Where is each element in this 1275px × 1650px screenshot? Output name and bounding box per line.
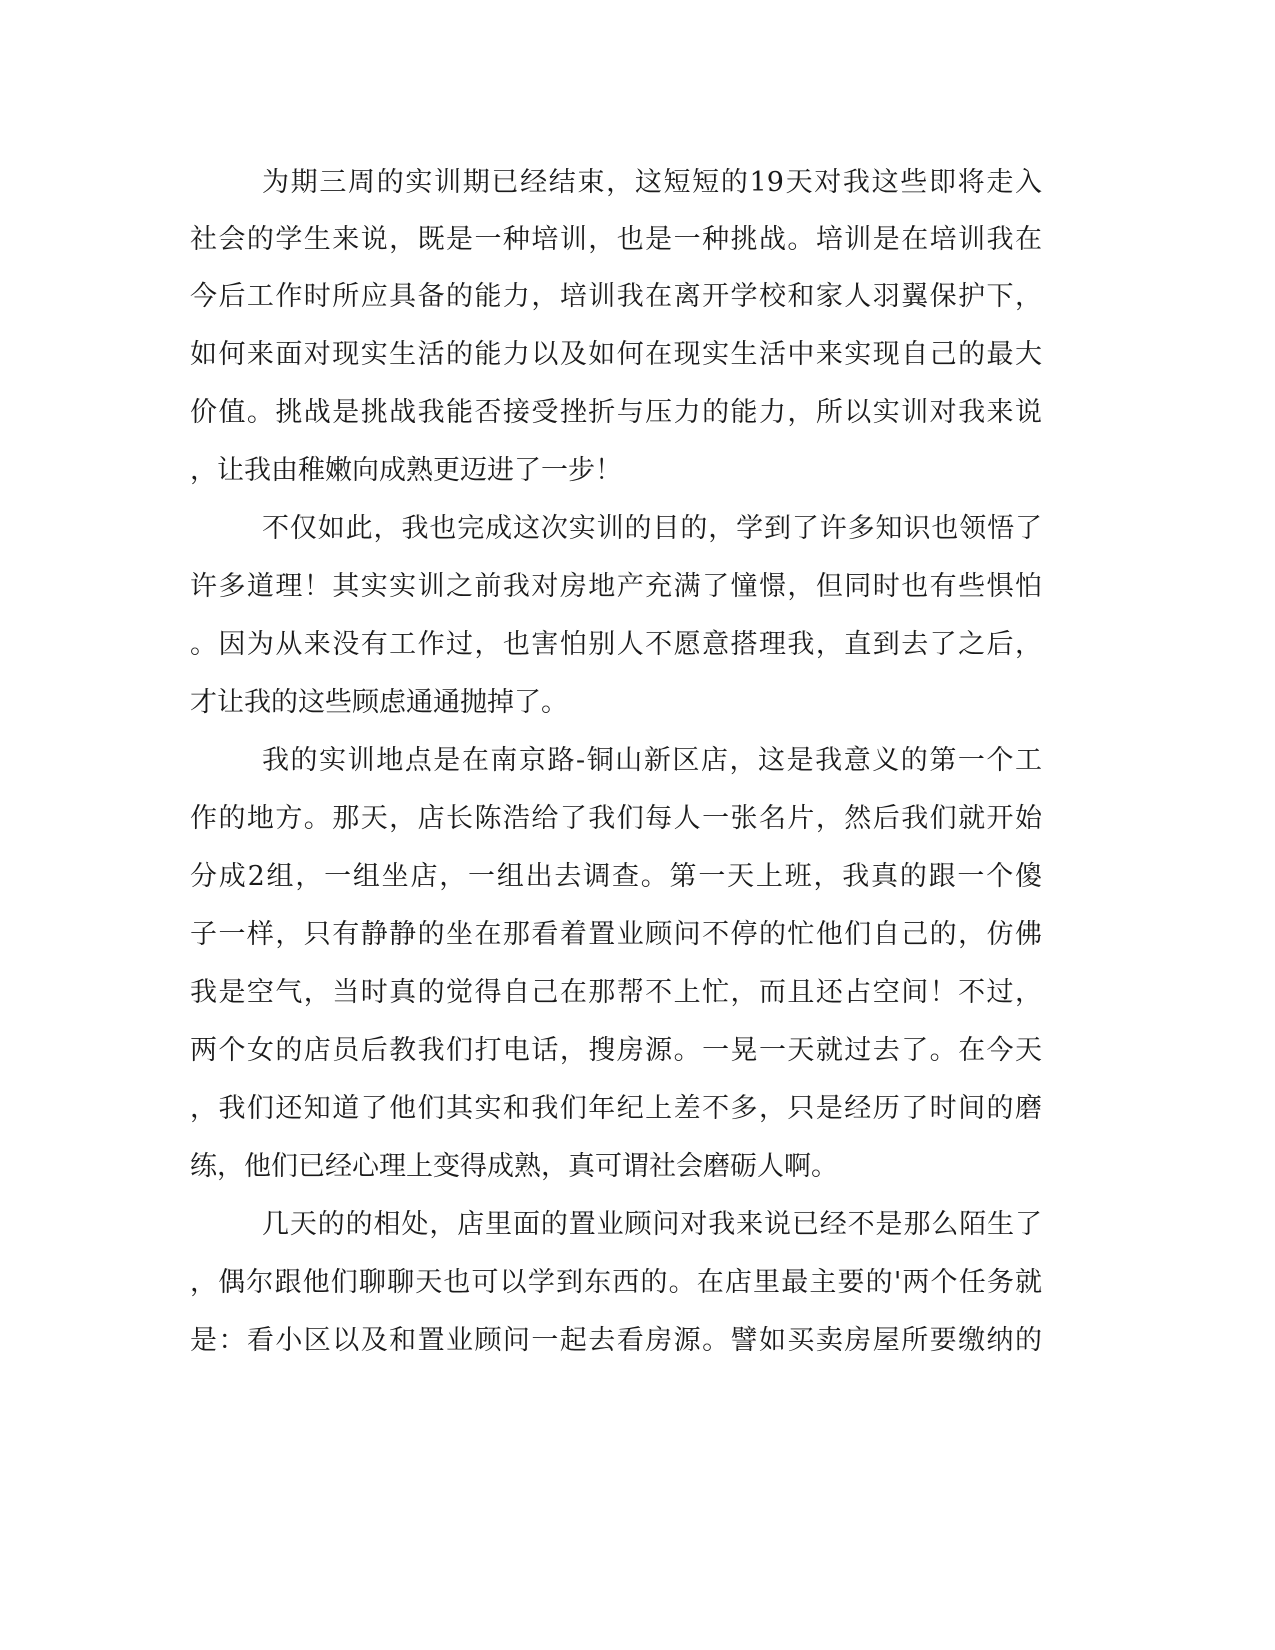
paragraph-4-line-1: 几天的的相处，店里面的置业顾问对我来说已经不是那么陌生了 — [262, 1209, 1042, 1240]
paragraph-3-line-2: 作的地方。那天，店长陈浩给了我们每人一张名片，然后我们就开始 — [190, 803, 1042, 834]
paragraph-1-line-5: 价值。挑战是挑战我能否接受挫折与压力的能力，所以实训对我来说 — [190, 397, 1042, 428]
paragraph-3-line-1: 我的实训地点是在南京路-铜山新区店，这是我意义的第一个工 — [262, 745, 1042, 776]
paragraph-1-line-4: 如何来面对现实生活的能力以及如何在现实生活中来实现自己的最大 — [190, 339, 1042, 370]
paragraph-2-line-3: 。因为从来没有工作过，也害怕别人不愿意搭理我，直到去了之后， — [190, 629, 1042, 660]
paragraph-2-line-2: 许多道理！其实实训之前我对房地产充满了憧憬，但同时也有些惧怕 — [190, 571, 1042, 602]
paragraph-3-line-6: 两个女的店员后教我们打电话，搜房源。一晃一天就过去了。在今天 — [190, 1035, 1042, 1066]
paragraph-4-line-3: 是：看小区以及和置业顾问一起去看房源。譬如买卖房屋所要缴纳的 — [190, 1325, 1042, 1356]
paragraph-3-line-3: 分成2组，一组坐店，一组出去调查。第一天上班，我真的跟一个傻 — [190, 861, 1042, 892]
paragraph-1-line-6: ，让我由稚嫩向成熟更迈进了一步！ — [190, 455, 622, 486]
paragraph-1-line-3: 今后工作时所应具备的能力，培训我在离开学校和家人羽翼保护下， — [190, 281, 1042, 312]
paragraph-1-line-2: 社会的学生来说，既是一种培训，也是一种挑战。培训是在培训我在 — [190, 224, 1042, 255]
paragraph-1-line-1: 为期三周的实训期已经结束，这短短的19天对我这些即将走入 — [262, 167, 1042, 198]
paragraph-4-line-2: ，偶尔跟他们聊聊天也可以学到东西的。在店里最主要的'两个任务就 — [190, 1267, 1042, 1298]
paragraph-3-line-4: 子一样，只有静静的坐在那看着置业顾问不停的忙他们自己的，仿佛 — [190, 919, 1042, 950]
paragraph-3-line-7: ，我们还知道了他们其实和我们年纪上差不多，只是经历了时间的磨 — [190, 1093, 1042, 1124]
paragraph-3-line-5: 我是空气，当时真的觉得自己在那帮不上忙，而且还占空间！不过， — [190, 977, 1042, 1008]
paragraph-2-line-1: 不仅如此，我也完成这次实训的目的，学到了许多知识也领悟了 — [262, 513, 1042, 544]
paragraph-3-line-8: 练，他们已经心理上变得成熟，真可谓社会磨砺人啊。 — [190, 1151, 838, 1182]
paragraph-2-line-4: 才让我的这些顾虑通通抛掉了。 — [190, 687, 568, 718]
